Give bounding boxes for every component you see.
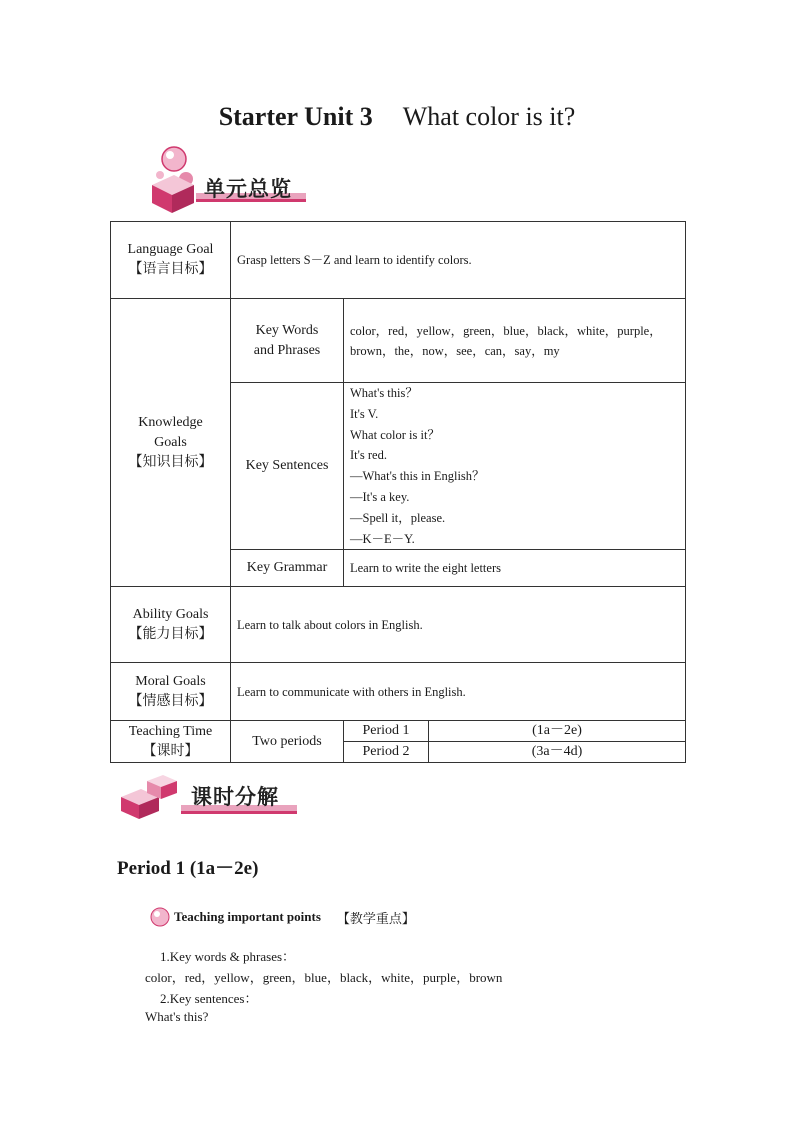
unit-overview-table xyxy=(110,221,686,763)
table-row xyxy=(111,663,686,721)
language-goal-header: Language Goal 【语言目标】 xyxy=(111,222,231,299)
period-1-range: (1a－2e) xyxy=(429,721,686,742)
period-2-range: (3a－4d) xyxy=(429,742,686,763)
key-words-list: color，red，yellow，green，blue，black，white，purple，brown xyxy=(145,970,503,985)
list-item: It's V. xyxy=(350,406,379,421)
key-words-label: Key Words and Phrases xyxy=(231,299,344,383)
key-words-heading: 1.Key words & phrases： xyxy=(160,949,296,964)
teaching-points-heading xyxy=(148,906,415,928)
period-2-name: Period 2 xyxy=(344,742,429,763)
teaching-time-header: Teaching Time 【课时】 xyxy=(111,721,231,763)
table-row xyxy=(111,299,686,383)
list-item: —K－E－Y. xyxy=(350,531,415,546)
teaching-time-value: Two periods xyxy=(231,721,344,763)
list-item: —Spell it，please. xyxy=(350,510,446,525)
ability-goals-header: Ability Goals 【能力目标】 xyxy=(111,587,231,663)
list-item: —What's this in English？ xyxy=(350,469,485,484)
list-item: —It's a key. xyxy=(350,489,410,504)
period-1-name: Period 1 xyxy=(344,721,429,742)
breakdown-banner-label: 课时分解 xyxy=(191,785,279,809)
key-words-text: color，red，yellow，green，blue，black，white，purple，brown，the，now，see，can，say，my xyxy=(344,299,686,383)
title-question: What color is it? xyxy=(402,102,576,131)
list-item: What color is it？ xyxy=(350,427,440,442)
list-item: It's red. xyxy=(350,448,387,463)
key-sentence-item: What's this? xyxy=(145,1009,209,1024)
table-row xyxy=(111,587,686,663)
key-sentences-heading: 2.Key sentences： xyxy=(160,991,258,1006)
table-row xyxy=(111,222,686,299)
ability-goals-text: Learn to talk about colors in English. xyxy=(231,587,686,663)
table-row xyxy=(111,721,686,742)
moral-goals-header: Moral Goals 【情感目标】 xyxy=(111,663,231,721)
key-grammar-text: Learn to write the eight letters xyxy=(344,550,686,587)
breakdown-banner xyxy=(117,767,299,823)
bubble-icon xyxy=(148,906,172,928)
language-goal-text: Grasp letters S－Z and learn to identify colors. xyxy=(231,222,686,299)
period-heading: Period 1 (1a－2e) xyxy=(117,858,259,879)
teaching-points-label-cn: 【教学重点】 xyxy=(336,911,415,927)
title-unit: Starter Unit 3 xyxy=(218,102,373,131)
knowledge-goals-header: Knowledge Goals 【知识目标】 xyxy=(111,299,231,587)
teaching-points-label: Teaching important points xyxy=(174,909,321,924)
key-grammar-label: Key Grammar xyxy=(231,550,344,587)
overview-banner-label: 单元总览 xyxy=(204,177,292,201)
list-item: What's this？ xyxy=(350,386,418,400)
overview-banner xyxy=(142,145,307,217)
page-title xyxy=(0,102,794,132)
moral-goals-text: Learn to communicate with others in English. xyxy=(231,663,686,721)
key-sentences-list xyxy=(344,383,686,550)
key-sentences-label: Key Sentences xyxy=(231,383,344,550)
